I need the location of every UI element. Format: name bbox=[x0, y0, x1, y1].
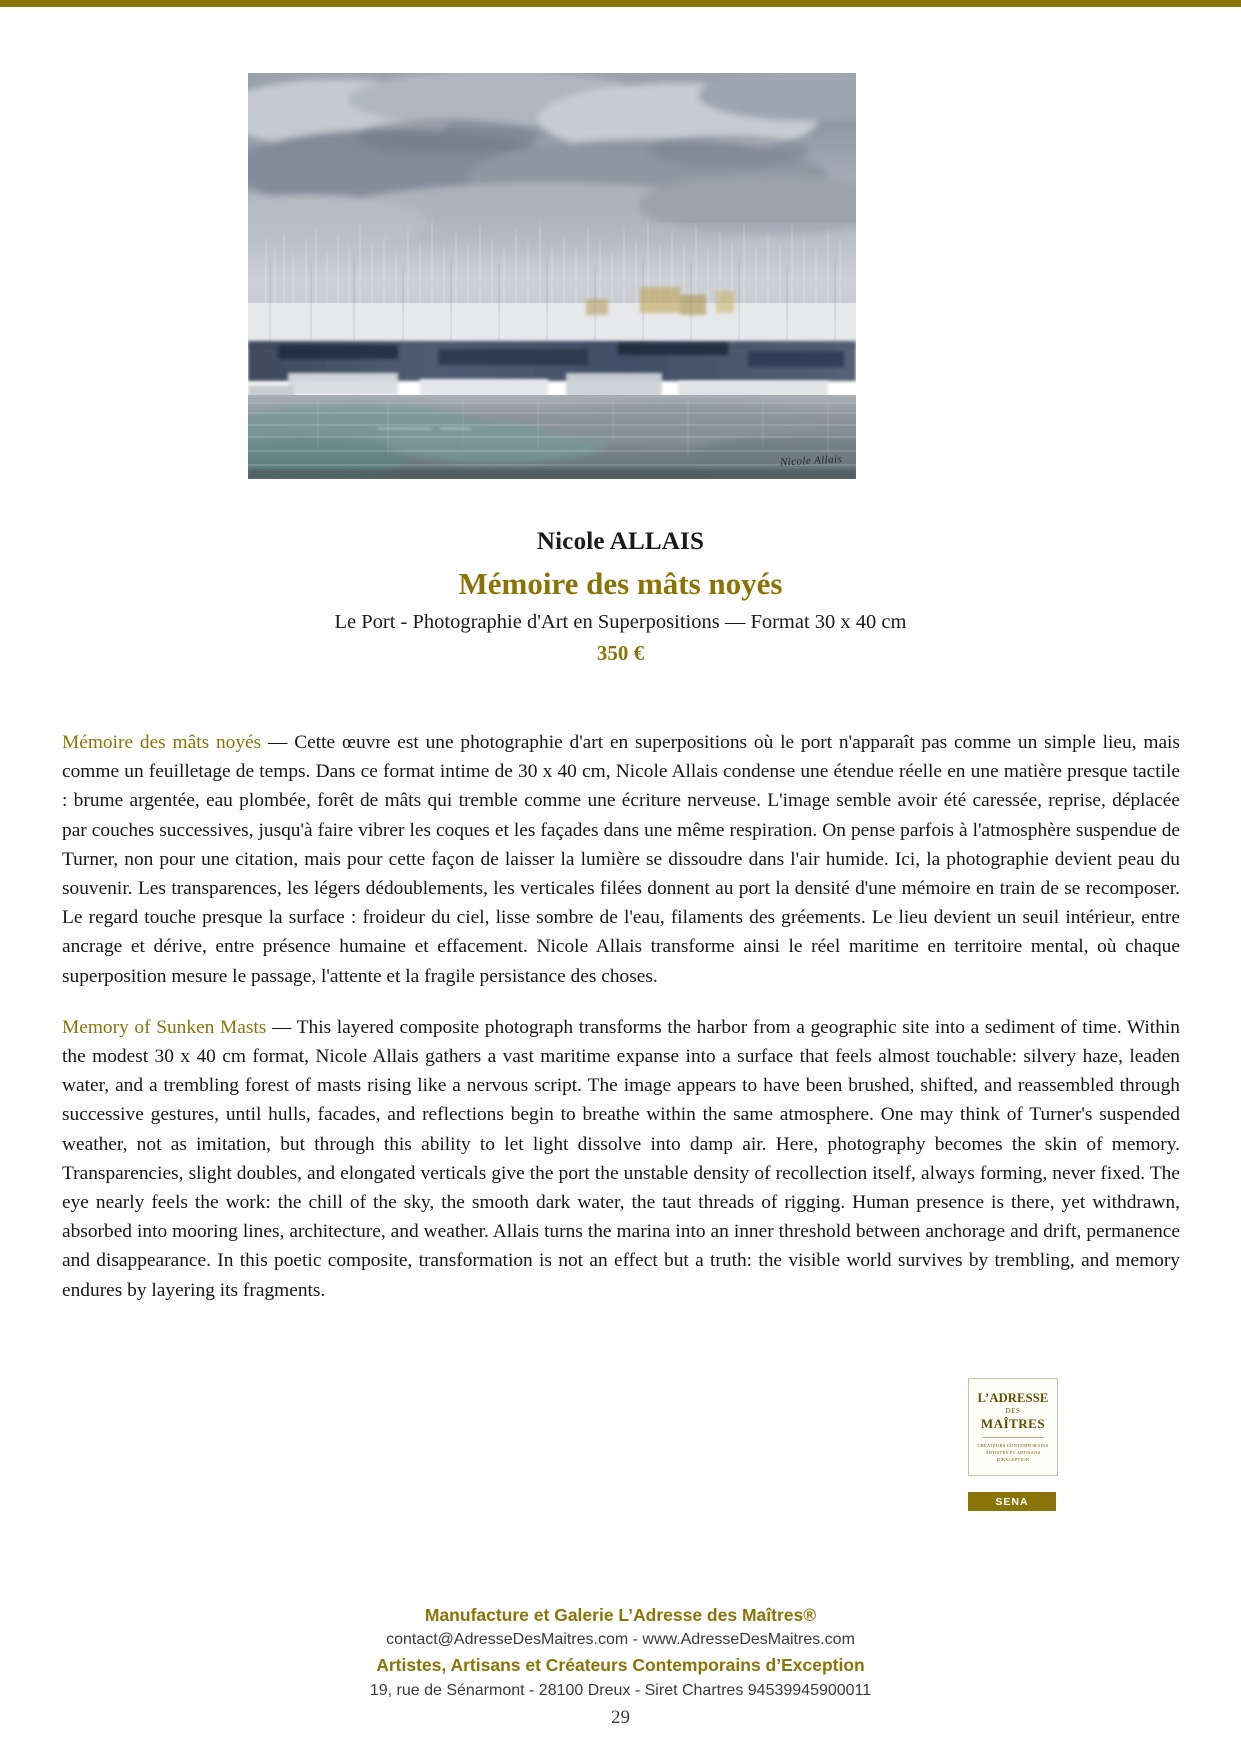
paragraph-english-lead: Memory of Sunken Masts bbox=[62, 1016, 267, 1038]
paragraph-french-lead: Mémoire des mâts noyés bbox=[62, 732, 262, 753]
paragraph-english bbox=[62, 1013, 1180, 1305]
footer-contact: contact@AdresseDesMaitres.com - www.AdresseDesMaitres.com bbox=[386, 1631, 855, 1649]
logo-sub-line-2: ARTISTES ET ARTISANS bbox=[985, 1449, 1041, 1455]
page-footer bbox=[0, 1602, 1241, 1731]
sena-badge-label: SENA bbox=[995, 1495, 1029, 1508]
artwork-heading-block bbox=[0, 528, 1241, 666]
paragraph-english-text: — This layered composite photograph transforms the harbor from a geographic site into a sediment of time. Within the modest 30 x 40 cm format, Nicole Allais gathers a vast maritime expanse into a surface that feels almost touchable: silvery haze, leaden water, and a trembling forest of masts rising like a nervous script. The image appears to have been brushed, shifted, and reassembled through successive gestures, until hulls, facades, and reflections begin to breathe within the same atmosphere. One may think of Turner's suspended weather, not as imitation, but through this ability to let light dissolve into damp air. Here, photography becomes the skin of memory. Transparencies, slight doubles, and elongated verticals give the port the unstable density of recollection itself, always forming, never fixed. The eye nearly feels the work: the chill of the sky, the smooth dark water, the taut threads of rigging. Human presence is there, yet withdrawn, absorbed into mooring lines, architecture, and weather. Allais turns the marina into an inner threshold between anchorage and drift, permanence and disappearance. In this poetic composite, transformation is not an effect but a truth: the visible world survives by trembling, and memory endures by layering its fragments. bbox=[62, 1016, 1180, 1301]
paragraph-french-text: — Cette œuvre est une photographie d'art en superpositions où le port n'apparaît pas comme un simple lieu, mais comme un feuilletage de temps. Dans ce format intime de 30 x 40 cm, Nicole Allais condense une étendue réelle en une matière presque tactile : brume argentée, eau plombée, forêt de mâts qui tremble comme une écriture nerveuse. L'image semble avoir été caressée, reprise, déplacée par couches successives, jusqu'à faire vibrer les coques et les façades dans une même respiration. On pense parfois à l'atmosphère suspendue de Turner, non pour une citation, mais pour cette façon de laisser la lumière se dissoudre dans l'air humide. Ici, la photographie devient peau du souvenir. Les transparences, les légers dédoublements, les verticales filées donnent au port la densité d'une mémoire en train de se recomposer. Le regard touche presque la surface : froideur du ciel, lisse sombre de l'eau, filaments des gréements. Le lieu devient un seuil intérieur, entre ancrage et dérive, entre présence humaine et effacement. Nicole Allais transforme ainsi le réel maritime en territoire mental, où chaque superposition mesure le passage, l'attente et la fragile persistance des choses. bbox=[62, 732, 1180, 987]
artist-name: Nicole ALLAIS bbox=[536, 528, 705, 555]
sena-badge bbox=[968, 1492, 1056, 1511]
logo-divider bbox=[982, 1437, 1044, 1438]
logo-sub-line-1: CRÉATEURS CONTEMPORAINS bbox=[977, 1442, 1049, 1448]
logo-sub-line-3: D’EXCEPTION bbox=[996, 1457, 1030, 1463]
footer-address: 19, rue de Sénarmont - 28100 Dreux - Siret Chartres 94539945900011 bbox=[369, 1681, 872, 1699]
logo-line-1: L’ADRESSE bbox=[977, 1390, 1049, 1405]
logo-line-3: MAÎTRES bbox=[980, 1415, 1046, 1431]
artwork-price: 350 € bbox=[596, 640, 645, 665]
brand-logo bbox=[968, 1378, 1058, 1476]
footer-tagline: Artistes, Artisans et Créateurs Contemporains d’Exception bbox=[376, 1655, 865, 1676]
top-gold-rule bbox=[0, 0, 1241, 7]
artwork-subtitle: Le Port - Photographie d'Art en Superpositions — Format 30 x 40 cm bbox=[334, 611, 907, 634]
paragraph-french bbox=[62, 728, 1180, 991]
artwork-image bbox=[248, 73, 856, 479]
artwork-figure bbox=[248, 73, 856, 479]
logo-line-2: DES bbox=[1005, 1406, 1021, 1415]
page-title: Mémoire des mâts noyés bbox=[458, 565, 783, 601]
page-number: 29 bbox=[611, 1706, 630, 1728]
artwork-signature: Nicole Allais bbox=[779, 453, 843, 469]
footer-company-name: Manufacture et Galerie L’Adresse des Maîtres® bbox=[424, 1605, 817, 1625]
description-body bbox=[62, 728, 1180, 1305]
